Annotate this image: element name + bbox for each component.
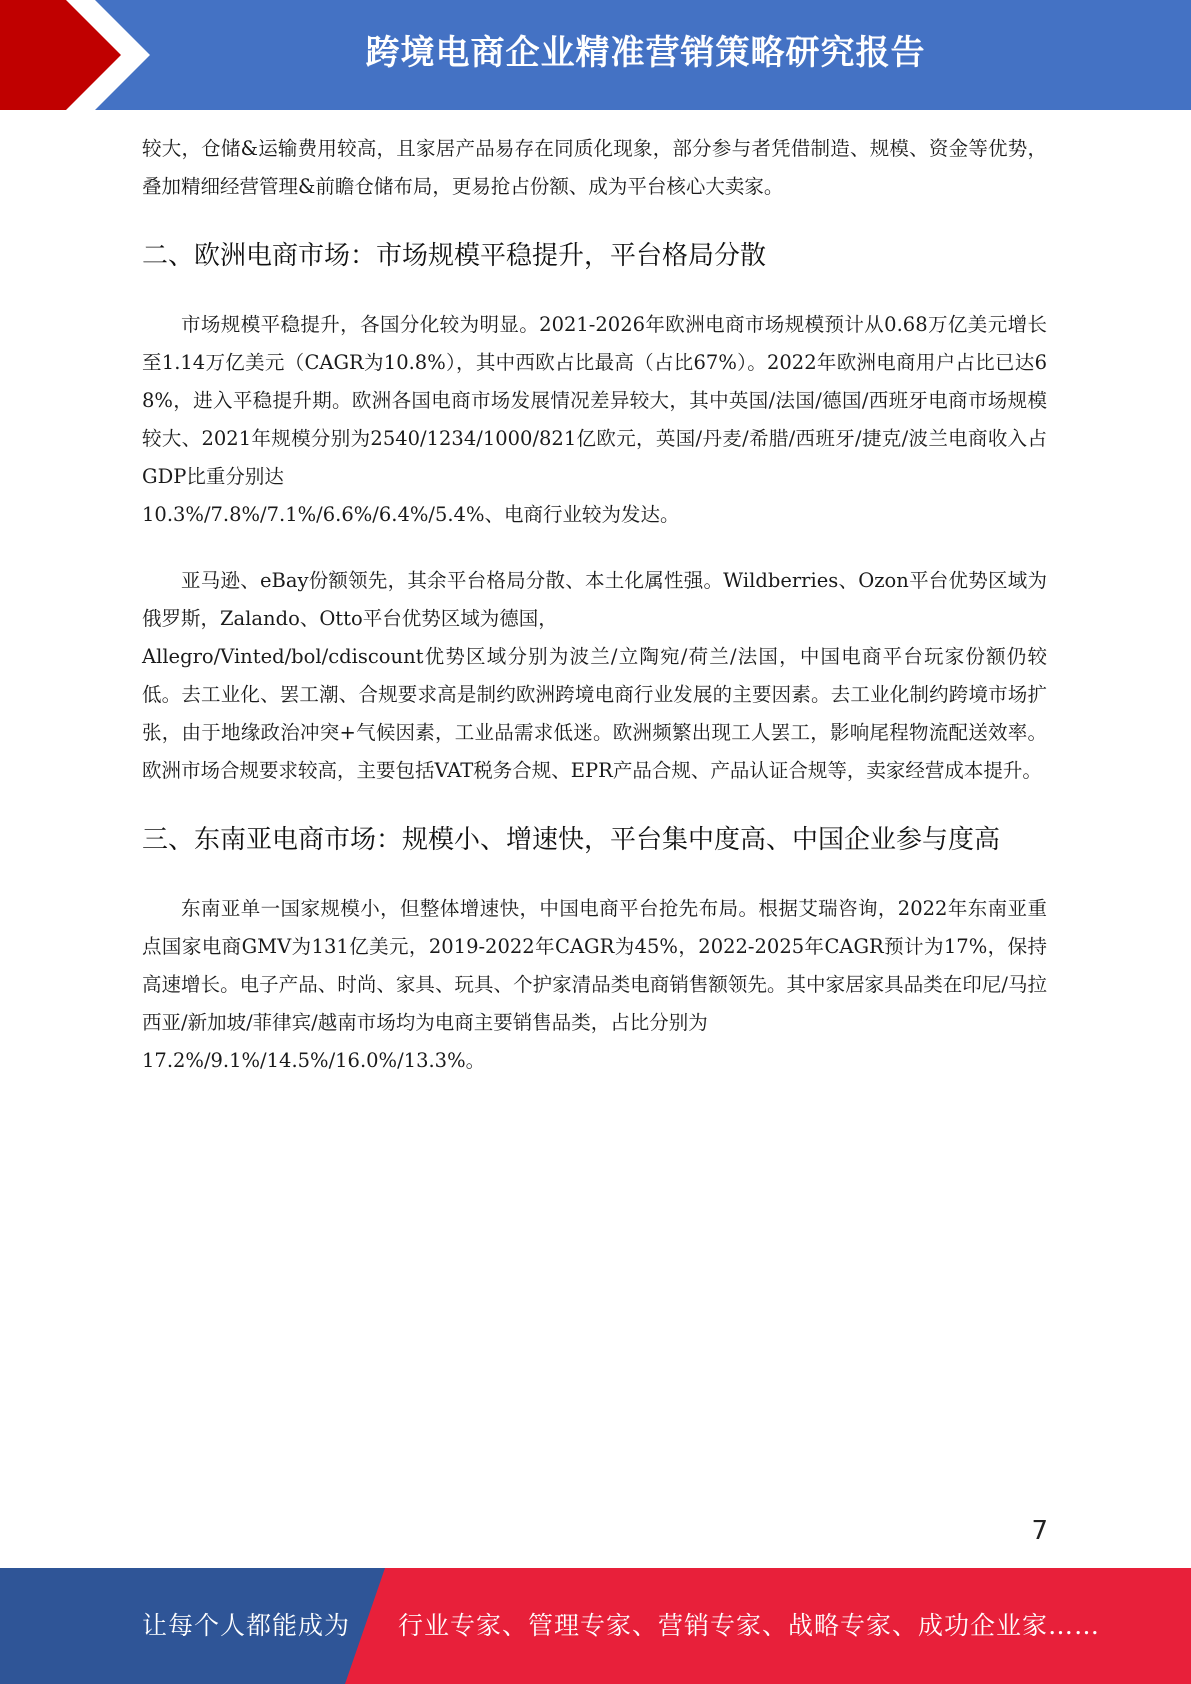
section-3-paragraph-1: 东南亚单一国家规模小，但整体增速快，中国电商平台抢先布局。根据艾瑞咨询，2022年东南亚重点国家电商GMV为131亿美元，2019-2022年CAGR为45%，2022-2025年CAGR预计为17%，保持高速增长。电子产品、时尚、家具、玩具、个护家清品类电商销售额领先。其中家居家具品类在印尼/马拉西亚/新加坡/菲律宾/越南市场均为电商主要销售品类，占比分别为 <box>142 897 1047 1034</box>
page-number: 7 <box>1031 1516 1048 1546</box>
report-title: 跨境电商企业精准营销策略研究报告 <box>365 33 926 73</box>
header-band <box>0 0 1191 110</box>
section-2-paragraph-2: Allegro/Vinted/bol/cdiscount优势区域分别为波兰/立陶宛/荷兰/法国，中国电商平台玩家份额仍较低。去工业化、罢工潮、合规要求高是制约欧洲跨境电商行业发展的主要因素。去工业化制约跨境市场扩张，由于地缘政治冲突+气候因素，工业品需求低迷。欧洲频繁出现工人罢工，影响尾程物流配送效率。欧洲市场合规要求较高，主要包括VAT税务合规、EPR产品合规、产品认证合规等，卖家经营成本提升。 <box>142 645 1047 782</box>
section-2-heading: 二、欧洲电商市场：市场规模平稳提升，平台格局分散 <box>142 241 767 271</box>
section-2-paragraph-1-continued: 10.3%/7.8%/7.1%/6.6%/6.4%/5.4%、电商行业较为发达。 <box>142 503 680 526</box>
report-body <box>142 130 1047 1080</box>
intro-paragraph: 较大，仓储&运输费用较高，且家居产品易存在同质化现象，部分参与者凭借制造、规模、资金等优势，叠加精细经营管理&前瞻仓储布局，更易抢占份额、成为平台核心大卖家。 <box>142 137 1047 198</box>
section-2-paragraph-1: 市场规模平稳提升，各国分化较为明显。2021-2026年欧洲电商市场规模预计从0.68万亿美元增长至1.14万亿美元（CAGR为10.8%），其中西欧占比最高（占比67%）。2022年欧洲电商用户占比已达68%，进入平稳提升期。欧洲各国电商市场发展情况差异较大，其中英国/法国/德国/西班牙电商市场规模较大、2021年规模分别为2540/1234/1000/821亿欧元，英国/丹麦/希腊/西班牙/捷克/波兰电商收入占GDP比重分别达 <box>142 313 1047 488</box>
section-3-paragraph-1-continued: 17.2%/9.1%/14.5%/16.0%/13.3%。 <box>142 1049 486 1072</box>
section-3-heading: 三、东南亚电商市场：规模小、增速快，平台集中度高、中国企业参与度高 <box>142 825 1001 855</box>
section-2-paragraph-2-lead: 亚马逊、eBay份额领先，其余平台格局分散、本土化属性强。Wildberries、Ozon平台优势区域为俄罗斯，Zalando、Otto平台优势区域为德国， <box>142 569 1047 630</box>
footer-slogan-right: 行业专家、管理专家、营销专家、战略专家、成功企业家…… <box>398 1611 1101 1640</box>
footer-slogan-left: 让每个人都能成为 <box>142 1611 351 1640</box>
red-arrow-decoration <box>0 0 150 110</box>
footer-band <box>0 1568 1191 1684</box>
